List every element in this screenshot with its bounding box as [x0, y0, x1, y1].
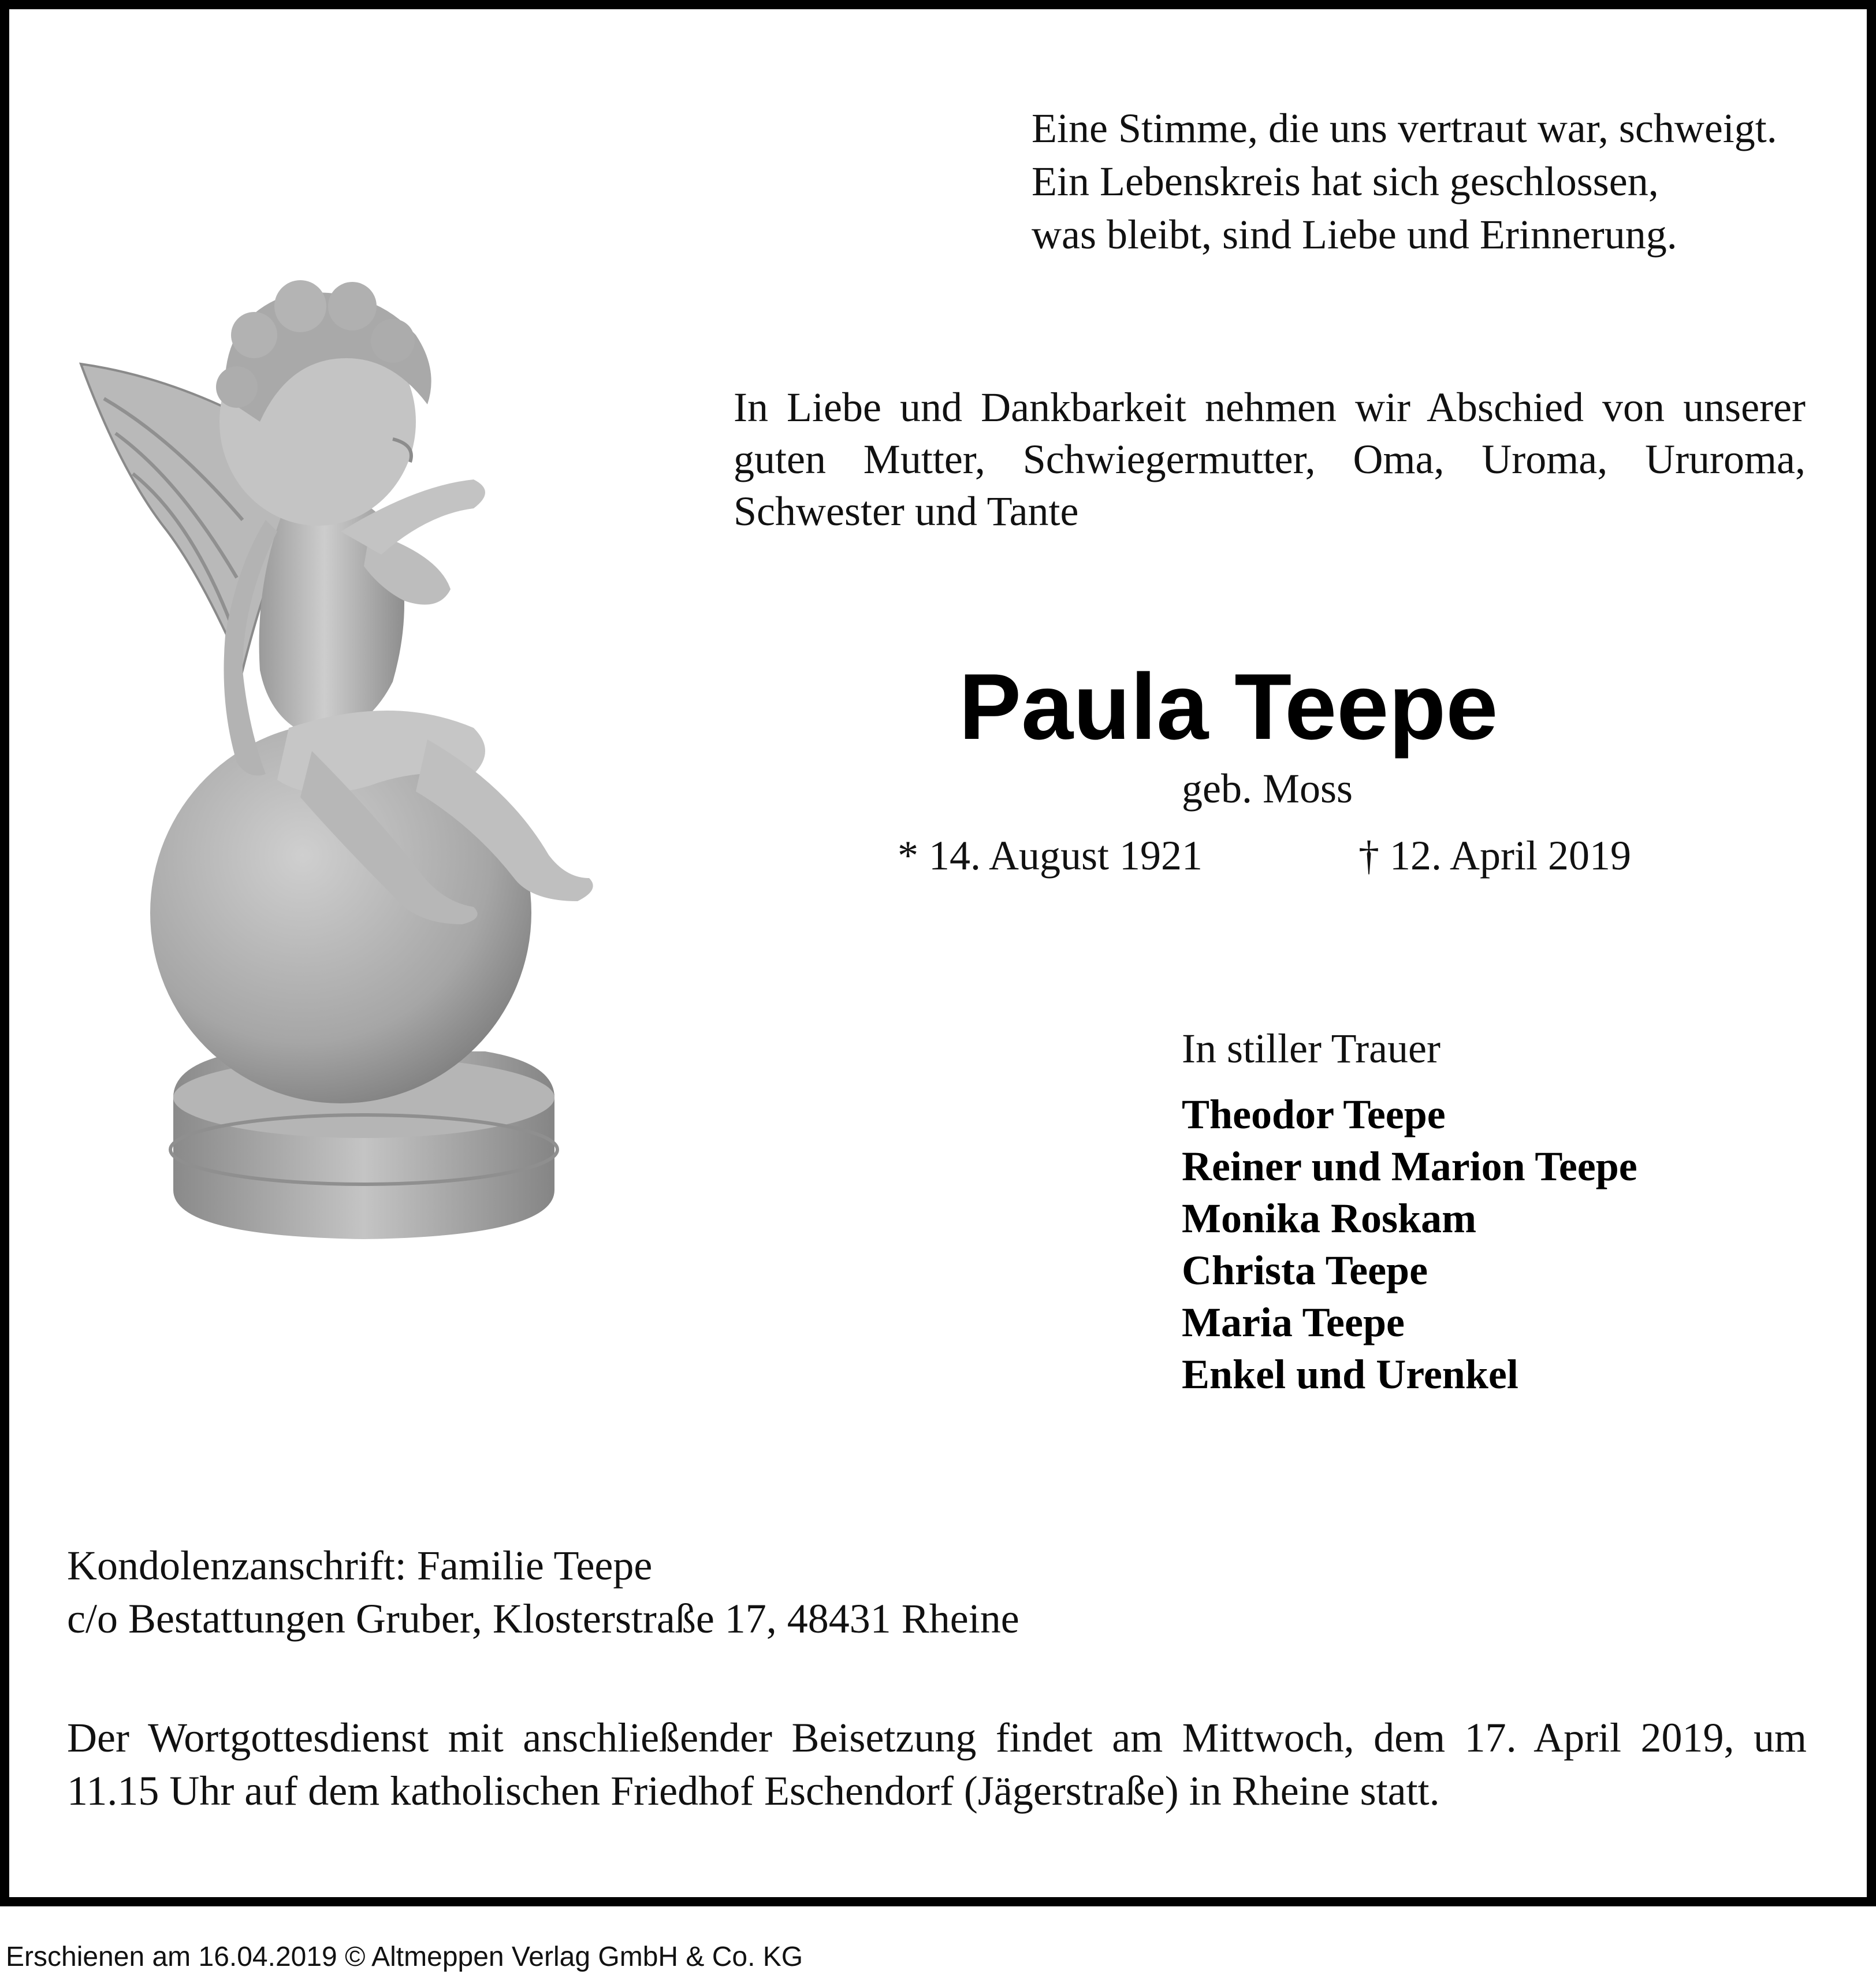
mourner-name: Theodor Teepe — [1182, 1091, 1446, 1137]
service-line: 11.15 Uhr auf dem katholischen Friedhof Eschendorf (Jägerstraße) in Rheine statt. — [67, 1768, 1440, 1814]
mourner-name: Reiner und Marion Teepe — [1182, 1143, 1637, 1189]
mourner-name: Christa Teepe — [1182, 1247, 1428, 1293]
quote-line: Eine Stimme, die uns vertraut war, schweigt. — [1032, 105, 1777, 151]
mourners-heading: In stiller Trauer — [1182, 1025, 1440, 1072]
condolence-line: Kondolenzanschrift: Familie Teepe — [67, 1542, 653, 1589]
mourners-list — [1182, 1088, 1637, 1400]
birth-date: * 14. August 1921 — [898, 832, 1203, 879]
service-notice — [67, 1711, 1807, 1817]
condolence-address — [67, 1539, 1019, 1645]
death-date: † 12. April 2019 — [1358, 832, 1632, 879]
mourner-name: Monika Roskam — [1182, 1195, 1477, 1241]
quote-verse — [1032, 102, 1777, 261]
quote-line: was bleibt, sind Liebe und Erinnerung. — [1032, 211, 1677, 258]
mourner-name: Enkel und Urenkel — [1182, 1351, 1518, 1397]
intro-line: In Liebe und Dankbarkeit nehmen wir Abschied von unserer — [734, 384, 1806, 430]
quote-line: Ein Lebenskreis hat sich geschlossen, — [1032, 158, 1659, 205]
publication-footer: Erschienen am 16.04.2019 © Altmeppen Verlag GmbH & Co. KG — [6, 1942, 803, 1972]
angel-statue-icon — [69, 231, 676, 1300]
mourner-name: Maria Teepe — [1182, 1299, 1405, 1345]
intro-paragraph — [734, 381, 1806, 537]
condolence-line: c/o Bestattungen Gruber, Klosterstraße 17, 48431 Rheine — [67, 1596, 1019, 1642]
service-line: Der Wortgottesdienst mit anschließender Beisetzung findet am Mittwoch, dem 17. April 2019, um — [67, 1715, 1807, 1761]
deceased-name: Paula Teepe — [959, 655, 1498, 759]
intro-line: Schwester und Tante — [734, 488, 1079, 534]
intro-line: guten Mutter, Schwiegermutter, Oma, Uroma, Ururoma, — [734, 436, 1806, 482]
maiden-name: geb. Moss — [1182, 765, 1353, 812]
